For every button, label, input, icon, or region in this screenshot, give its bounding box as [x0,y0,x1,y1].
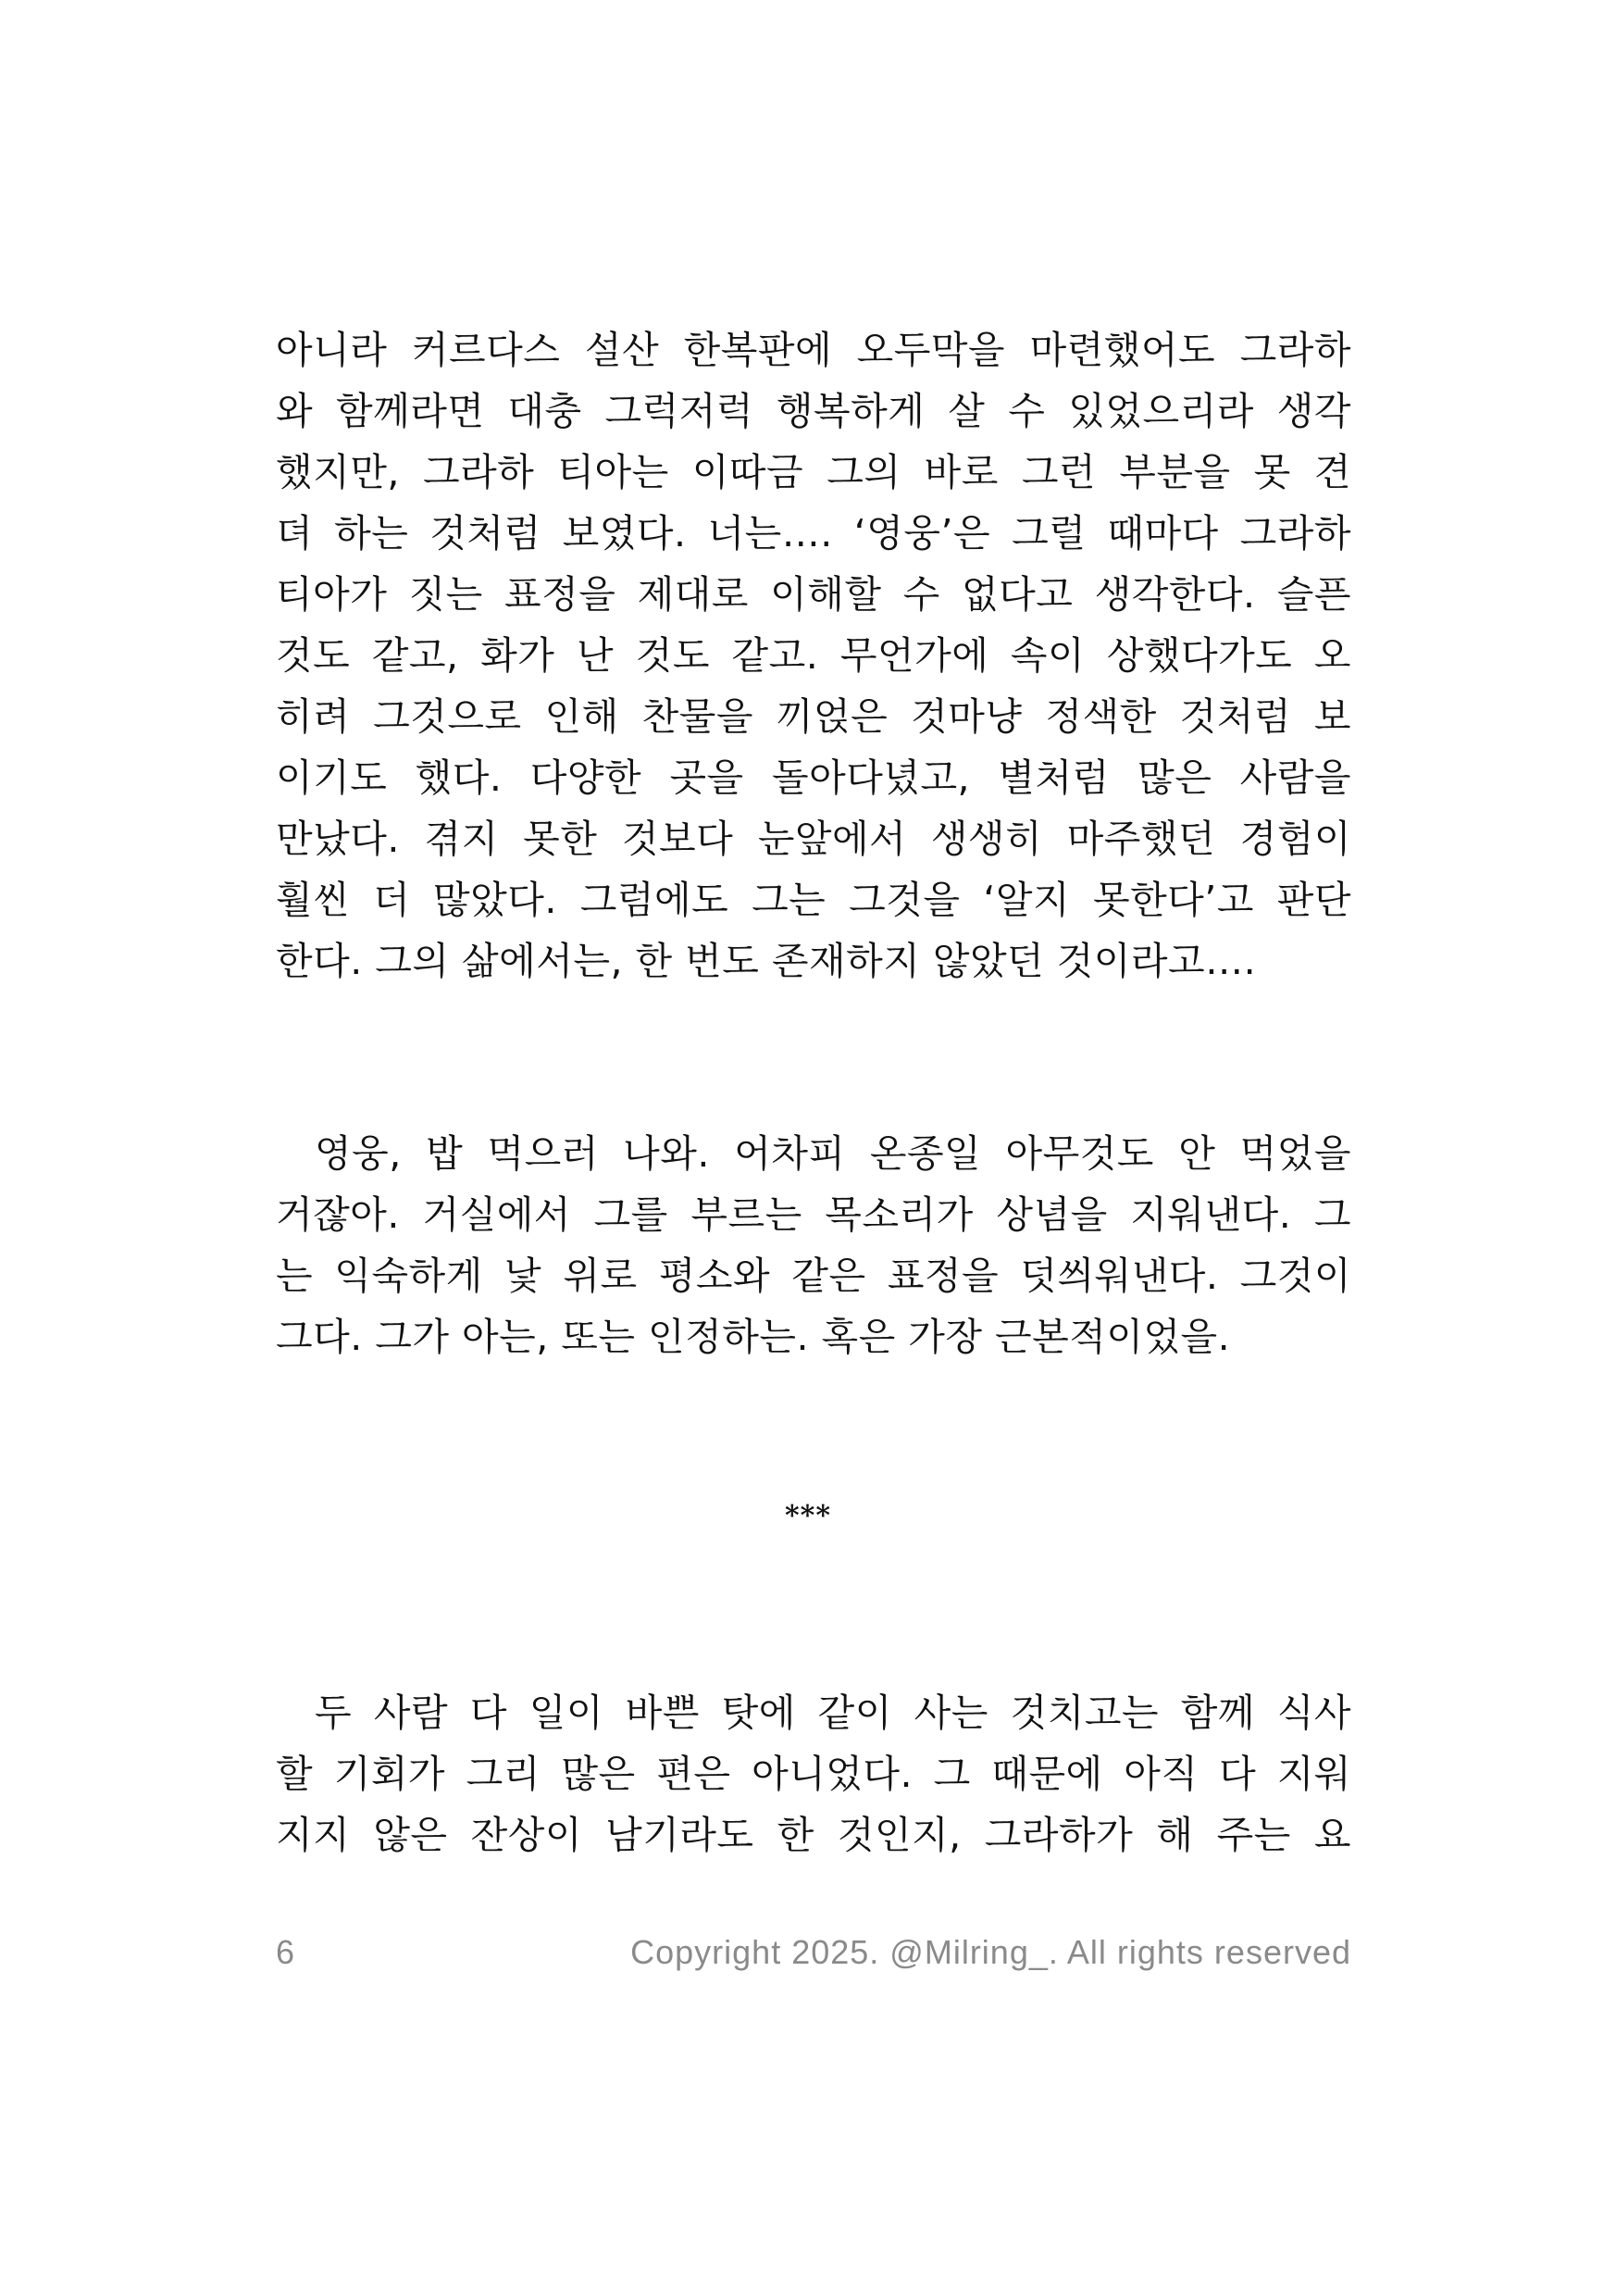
text-line: 아니라 커르다스 설산 한복판에 오두막을 마련했어도 그라하 [276,328,1351,372]
text-line: 지지 않은 잔상이 남기라도 한 것인지, 그라하가 해 주는 요 [276,1813,1351,1857]
page-number: 6 [276,1933,295,1971]
paragraph-2 [276,1123,1351,1367]
text-line: 두 사람 다 일이 바쁜 탓에 같이 사는 것치고는 함께 식사 [315,1691,1351,1735]
text-line: 그다. 그가 아는, 또는 인정하는. 혹은 가장 근본적이었을. [276,1315,1231,1359]
copyright-notice: Copyright 2025. @Milring_. All rights reserved [630,1933,1351,1971]
text-line: 뎌 하는 것처럼 보였다. 너는…. ‘영웅’은 그럴 때마다 그라하 [276,511,1351,555]
text-line: 는 익숙하게 낯 위로 평소와 같은 표정을 덧씌워낸다. 그것이 [276,1254,1351,1298]
text-line: 것도 같고, 화가 난 것도 같고. 무언가에 속이 상했다가도 오 [276,633,1351,678]
paragraph-3 [276,1682,1351,1866]
text-line: 훨씬 더 많았다. 그럼에도 그는 그것을 ‘알지 못한다’고 판단 [276,878,1351,922]
page-footer [276,1933,1351,1979]
text-line: 했지만, 그라하 티아는 이따금 그의 바로 그런 부분을 못 견 [276,450,1351,494]
text-line: 와 함께라면 대충 그럭저럭 행복하게 살 수 있었으리라 생각 [276,389,1351,433]
text-line: 티아가 짓는 표정을 제대로 이해할 수 없다고 생각한다. 슬픈 [276,572,1351,617]
text-line: 만났다. 겪지 못한 것보다 눈앞에서 생생히 마주했던 경험이 [276,817,1351,861]
paragraph-1 [276,319,1351,992]
text-line: 히려 그것으로 인해 찬물을 끼얹은 것마냥 정색한 것처럼 보 [276,694,1351,739]
text-line: 거잖아. 거실에서 그를 부르는 목소리가 상념을 지워낸다. 그 [276,1192,1351,1237]
text-line: 할 기회가 그리 많은 편은 아니었다. 그 때문에 아직 다 지워 [276,1752,1351,1796]
scene-break: *** [784,1500,832,1532]
text-line: 한다. 그의 삶에서는, 한 번도 존재하지 않았던 것이라고…. [276,939,1257,983]
text-line: 이기도 했다. 다양한 곳을 돌아다녔고, 별처럼 많은 사람을 [276,755,1351,800]
text-line: 영웅, 밥 먹으러 나와. 어차피 온종일 아무것도 안 먹었을 [315,1131,1351,1176]
